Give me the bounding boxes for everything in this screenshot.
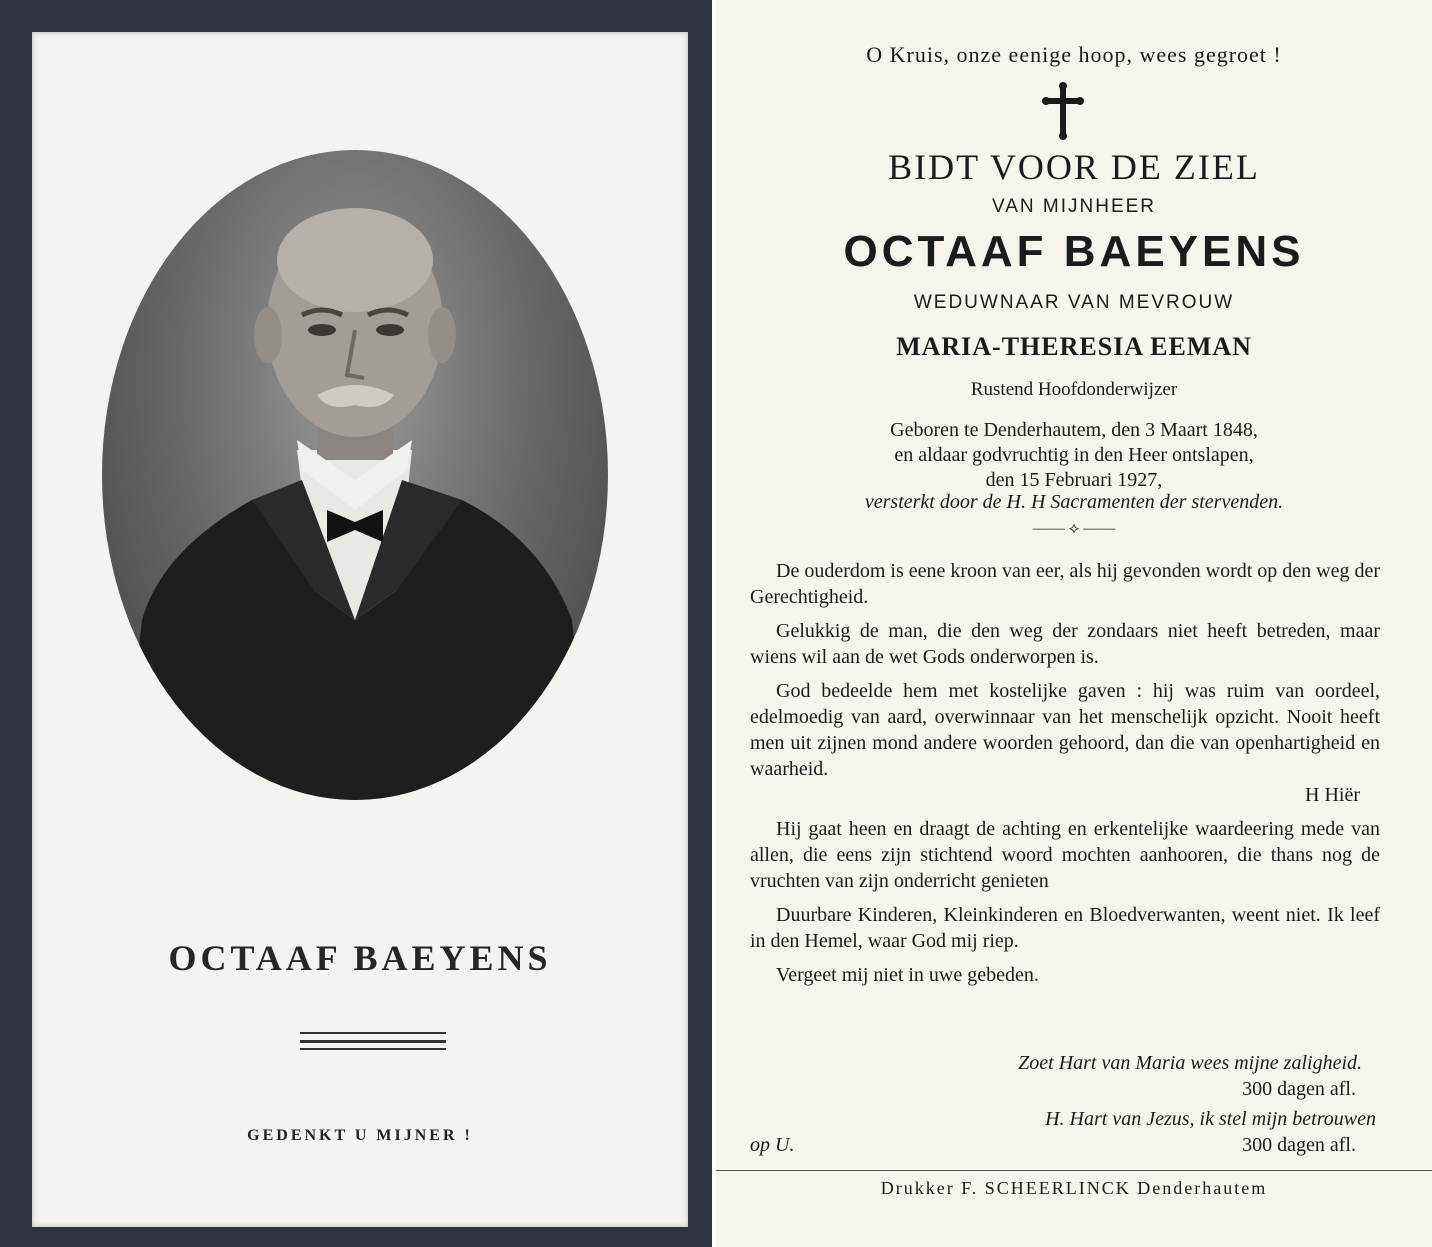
prayer-text: op U. — [750, 1134, 795, 1156]
portrait-figure — [102, 150, 608, 800]
indulgence: 300 dagen afl. — [1242, 1078, 1356, 1100]
bottom-rule — [716, 1170, 1432, 1171]
deceased-name: OCTAAF BAEYENS — [843, 227, 1305, 276]
sacraments-line: versterkt door de H. H Sacramenten der stervenden. — [864, 491, 1284, 513]
paragraph: Hij gaat heen en draagt de achting en erkentelijke waardeering mede van allen, die eens zijn stichtend woord mochten aanhooren, die thans nog de vruchten van zijn onderricht genieten — [750, 818, 1380, 892]
cross-icon — [1042, 82, 1084, 140]
wife-name: MARIA-THERESIA EEMAN — [896, 332, 1252, 361]
prayer-1 — [750, 1050, 1380, 1102]
paragraph: De ouderdom is eene kroon van eer, als hij gevonden wordt op den weg der Gerechtigheid. — [750, 560, 1381, 608]
death-line: en aldaar godvruchtig in den Heer ontslapen, — [894, 444, 1254, 466]
left-card-border — [0, 0, 712, 1247]
scripture-reference: H Hiër — [1305, 784, 1360, 806]
fleuron-ornament: —— ⟡ —— — [1032, 520, 1116, 537]
widower-line: WEDUWNAAR VAN MEVROUW — [913, 292, 1235, 313]
paragraph: Duurbare Kinderen, Kleinkinderen en Bloedverwanten, weent niet. Ik leef in den Hemel, waar God mij riep. — [750, 904, 1380, 952]
prayer-text: Zoet Hart van Maria wees mijne zaligheid. — [1018, 1052, 1362, 1074]
paragraph: Vergeet mij niet in uwe gebeden. — [776, 964, 1039, 986]
divider-rule — [300, 1040, 446, 1043]
prayer-2 — [750, 1106, 1380, 1158]
remembrance-text: GEDENKT U MIJNER ! — [247, 1127, 473, 1144]
paragraph-text: God bedeelde hem met kostelijke gaven : hij was ruim van oordeel, edelmoedig van aard, overwinnaar van het menschelijk opzicht. Nooit heeft men uit zijnen mond andere woorden gehoord, dan die van openhartigheid en waarheid. — [750, 680, 1380, 780]
divider-rule — [300, 1032, 446, 1034]
birth-line: Geboren te Denderhautem, den 3 Maart 1848, — [890, 419, 1258, 441]
paragraph — [750, 678, 1380, 782]
divider-rule — [300, 1048, 446, 1050]
printer-line: Drukker F. SCHEERLINCK Denderhautem — [880, 1178, 1268, 1198]
occupation: Rustend Hoofdonderwijzer — [970, 379, 1178, 400]
paragraph: Gelukkig de man, die den weg der zondaars niet heeft betreden, maar wiens wil aan de wet Gods onderworpen is. — [750, 620, 1380, 668]
van-mijnheer: VAN MIJNHEER — [991, 196, 1157, 217]
portrait-photo — [102, 150, 608, 800]
left-card — [32, 32, 688, 1227]
right-card — [716, 0, 1432, 1247]
indulgence: 300 dagen afl. — [1242, 1134, 1356, 1156]
motto: O Kruis, onze eenige hoop, wees gegroet ! — [866, 42, 1282, 67]
memorial-text — [750, 558, 1380, 996]
prayer-text: H. Hart van Jezus, ik stel mijn betrouwen — [1045, 1108, 1376, 1130]
death-date: den 15 Februari 1927, — [985, 469, 1163, 491]
heading: BIDT VOOR DE ZIEL — [888, 147, 1260, 187]
prayer-end — [750, 1132, 1380, 1158]
deceased-name-left: OCTAAF BAEYENS — [168, 938, 552, 978]
